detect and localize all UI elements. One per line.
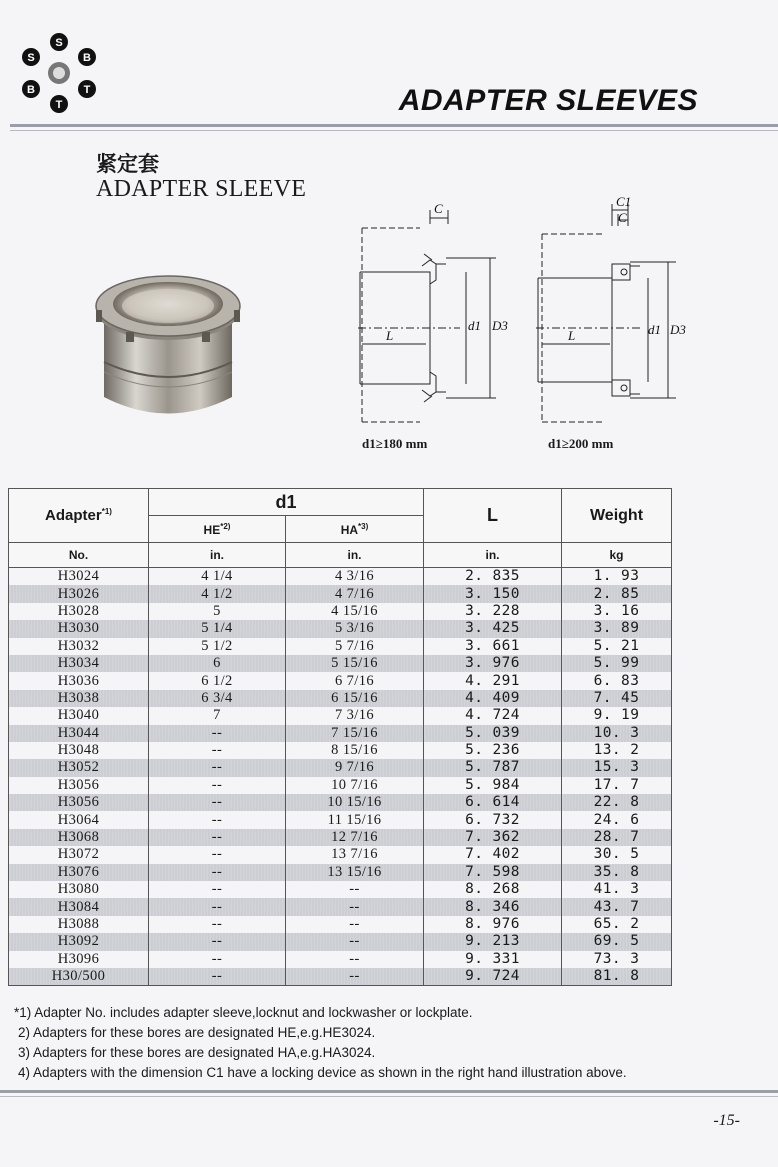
cell-length: 3. 976 [424,655,562,672]
cell-adapter-no: H3088 [9,916,149,933]
cell-length: 7. 598 [424,864,562,881]
cell-adapter-no: H3028 [9,603,149,620]
unit-L: in. [424,543,562,568]
dim-c1-label: C1 [616,194,632,209]
cell-d1-he: 7 [149,707,286,724]
cell-d1-he: 6 1/2 [149,672,286,689]
cell-length: 8. 268 [424,881,562,898]
cell-length: 7. 362 [424,829,562,846]
header-L: L [424,489,562,543]
cell-d1-ha: 5 7/16 [286,638,424,655]
cell-adapter-no: H3026 [9,585,149,602]
cell-weight: 22. 8 [562,794,672,811]
cell-d1-he: -- [149,916,286,933]
cell-weight: 10. 3 [562,725,672,742]
unit-he: in. [149,543,286,568]
cell-weight: 41. 3 [562,881,672,898]
footnote-3: 3) Adapters for these bores are designated HA,e.g.HA3024. [18,1045,376,1060]
cell-weight: 1. 93 [562,568,672,586]
footer-divider-thin [0,1096,778,1097]
cell-adapter-no: H3024 [9,568,149,586]
cell-adapter-no: H3048 [9,742,149,759]
cell-weight: 6. 83 [562,672,672,689]
table-row [9,951,672,968]
cell-length: 3. 661 [424,638,562,655]
cell-d1-ha: 13 7/16 [286,846,424,863]
cell-length: 4. 724 [424,707,562,724]
dim-l-label: L [386,328,394,343]
header-weight: Weight [562,489,672,543]
cell-d1-ha: -- [286,898,424,915]
adapter-spec-table [8,488,672,986]
cell-weight: 73. 3 [562,951,672,968]
logo-letter: B [83,52,91,64]
cell-d1-ha: 4 3/16 [286,568,424,586]
table-row [9,690,672,707]
dim-d1-label-right: d1 [648,322,661,337]
table-row [9,603,672,620]
cell-d1-ha: 4 15/16 [286,603,424,620]
table-row [9,638,672,655]
header-ha: HA$^{*3)}$ [286,516,424,543]
dim-d3-label: D3 [492,318,508,333]
unit-weight: kg [562,543,672,568]
cell-adapter-no: H3056 [9,794,149,811]
cell-length: 2. 835 [424,568,562,586]
table-row [9,829,672,846]
cell-d1-ha: -- [286,916,424,933]
cell-weight: 28. 7 [562,829,672,846]
table-row [9,672,672,689]
dim-d1-label: d1 [468,318,481,333]
cell-adapter-no: H30/500 [9,968,149,986]
cell-weight: 15. 3 [562,759,672,776]
cell-length: 8. 976 [424,916,562,933]
logo-letter: T [83,84,91,96]
table-row [9,620,672,637]
dim-c-label: C [434,201,443,216]
cell-d1-he: -- [149,829,286,846]
cell-d1-ha: 10 7/16 [286,777,424,794]
table-row [9,777,672,794]
cell-d1-he: -- [149,881,286,898]
cell-adapter-no: H3052 [9,759,149,776]
cell-length: 9. 724 [424,968,562,986]
cell-weight: 24. 6 [562,811,672,828]
cell-d1-he: -- [149,864,286,881]
cell-adapter-no: H3036 [9,672,149,689]
cell-d1-he: 5 [149,603,286,620]
cell-d1-he: -- [149,742,286,759]
cell-adapter-no: H3068 [9,829,149,846]
cell-length: 5. 236 [424,742,562,759]
section-title-english: ADAPTER SLEEVE [96,176,307,202]
cell-d1-ha: 6 15/16 [286,690,424,707]
logo-letter: S [27,52,35,64]
footnote-1: *1) Adapter No. includes adapter sleeve,locknut and lockwasher or lockplate. [14,1005,473,1020]
cell-length: 9. 331 [424,951,562,968]
table-row [9,898,672,915]
cell-length: 4. 291 [424,672,562,689]
cell-d1-he: -- [149,968,286,986]
header-d1: d1 [149,489,424,516]
cell-length: 9. 213 [424,933,562,950]
cell-weight: 3. 89 [562,620,672,637]
cell-adapter-no: H3056 [9,777,149,794]
cell-d1-he: -- [149,811,286,828]
table-row [9,568,672,586]
cell-d1-he: -- [149,794,286,811]
dim-c-label-right: C [618,210,627,225]
cell-d1-he: -- [149,777,286,794]
cell-weight: 17. 7 [562,777,672,794]
cell-weight: 43. 7 [562,898,672,915]
cell-length: 3. 150 [424,585,562,602]
cell-adapter-no: H3084 [9,898,149,915]
table-row [9,933,672,950]
cell-d1-ha: 11 15/16 [286,811,424,828]
cell-weight: 9. 19 [562,707,672,724]
drawing-small-bore-caption: d1≥180 mm [362,436,428,451]
table-row [9,725,672,742]
header-no: No. [9,543,149,568]
table-row [9,968,672,986]
cell-d1-he: 5 1/2 [149,638,286,655]
cell-weight: 35. 8 [562,864,672,881]
cell-d1-he: -- [149,759,286,776]
cell-d1-he: 4 1/4 [149,568,286,586]
cell-weight: 81. 8 [562,968,672,986]
dim-l-label-right: L [568,328,576,343]
dim-d3-label-right: D3 [670,322,686,337]
cell-length: 6. 732 [424,811,562,828]
cell-adapter-no: H3072 [9,846,149,863]
drawing-large-bore [530,194,700,432]
header-divider [10,124,778,127]
cell-d1-ha: -- [286,968,424,986]
cell-adapter-no: H3038 [9,690,149,707]
cell-length: 5. 984 [424,777,562,794]
cell-adapter-no: H3032 [9,638,149,655]
cell-d1-ha: -- [286,951,424,968]
logo-letter: B [27,84,35,96]
unit-ha: in. [286,543,424,568]
table-row [9,811,672,828]
cell-adapter-no: H3080 [9,881,149,898]
footnotes [14,1003,627,1083]
cell-adapter-no: H3034 [9,655,149,672]
cell-adapter-no: H3030 [9,620,149,637]
cell-d1-he: -- [149,933,286,950]
drawing-large-bore-caption: d1≥200 mm [548,436,614,451]
cell-d1-he: 5 1/4 [149,620,286,637]
cell-length: 3. 425 [424,620,562,637]
cell-d1-ha: 7 15/16 [286,725,424,742]
cell-length: 8. 346 [424,898,562,915]
cell-d1-ha: 12 7/16 [286,829,424,846]
cell-d1-ha: 13 15/16 [286,864,424,881]
cell-d1-he: 6 [149,655,286,672]
cell-length: 4. 409 [424,690,562,707]
header-divider-thin [10,130,778,131]
table-row [9,881,672,898]
cell-adapter-no: H3040 [9,707,149,724]
table-row [9,916,672,933]
logo-letter: T [55,99,63,111]
cell-adapter-no: H3044 [9,725,149,742]
cell-weight: 13. 2 [562,742,672,759]
cell-d1-ha: 8 15/16 [286,742,424,759]
table-row [9,794,672,811]
table-row [9,759,672,776]
cell-d1-ha: 7 3/16 [286,707,424,724]
cell-adapter-no: H3064 [9,811,149,828]
cell-d1-ha: 10 15/16 [286,794,424,811]
cell-length: 3. 228 [424,603,562,620]
cell-weight: 30. 5 [562,846,672,863]
cell-d1-ha: 5 3/16 [286,620,424,637]
cell-d1-ha: -- [286,933,424,950]
cell-d1-he: -- [149,951,286,968]
cell-length: 5. 787 [424,759,562,776]
footnote-4: 4) Adapters with the dimension C1 have a locking device as shown in the right hand illustration above. [18,1065,627,1080]
table-row [9,864,672,881]
brand-logo [14,30,104,116]
cell-d1-he: 6 3/4 [149,690,286,707]
header-he: HE$^{*2)}$ [149,516,286,543]
header-adapter: Adapter$^{*1)}$ [9,489,149,543]
cell-d1-ha: 4 7/16 [286,585,424,602]
cell-d1-he: -- [149,898,286,915]
cell-length: 5. 039 [424,725,562,742]
footnote-2: 2) Adapters for these bores are designated HE,e.g.HE3024. [18,1025,376,1040]
cell-d1-he: -- [149,725,286,742]
cell-adapter-no: H3076 [9,864,149,881]
cell-weight: 7. 45 [562,690,672,707]
cell-d1-ha: 9 7/16 [286,759,424,776]
cell-weight: 5. 99 [562,655,672,672]
cell-length: 6. 614 [424,794,562,811]
cell-d1-he: 4 1/2 [149,585,286,602]
table-row [9,655,672,672]
cell-d1-ha: 5 15/16 [286,655,424,672]
table-row [9,846,672,863]
adapter-sleeve-photo [86,262,251,427]
cell-d1-ha: -- [286,881,424,898]
spec-table-body [9,568,672,986]
cell-weight: 2. 85 [562,585,672,602]
cell-adapter-no: H3096 [9,951,149,968]
page-title: ADAPTER SLEEVES [398,84,698,117]
table-row [9,585,672,602]
cell-d1-ha: 6 7/16 [286,672,424,689]
table-row [9,742,672,759]
cell-weight: 65. 2 [562,916,672,933]
cell-weight: 5. 21 [562,638,672,655]
page-number: -15- [713,1112,740,1129]
footer-divider [0,1090,778,1093]
cell-adapter-no: H3092 [9,933,149,950]
logo-letter: S [55,37,63,49]
cell-d1-he: -- [149,846,286,863]
cell-weight: 3. 16 [562,603,672,620]
table-row [9,707,672,724]
cell-length: 7. 402 [424,846,562,863]
cell-weight: 69. 5 [562,933,672,950]
drawing-small-bore [350,200,510,432]
section-title-chinese: 紧定套 [96,152,159,176]
